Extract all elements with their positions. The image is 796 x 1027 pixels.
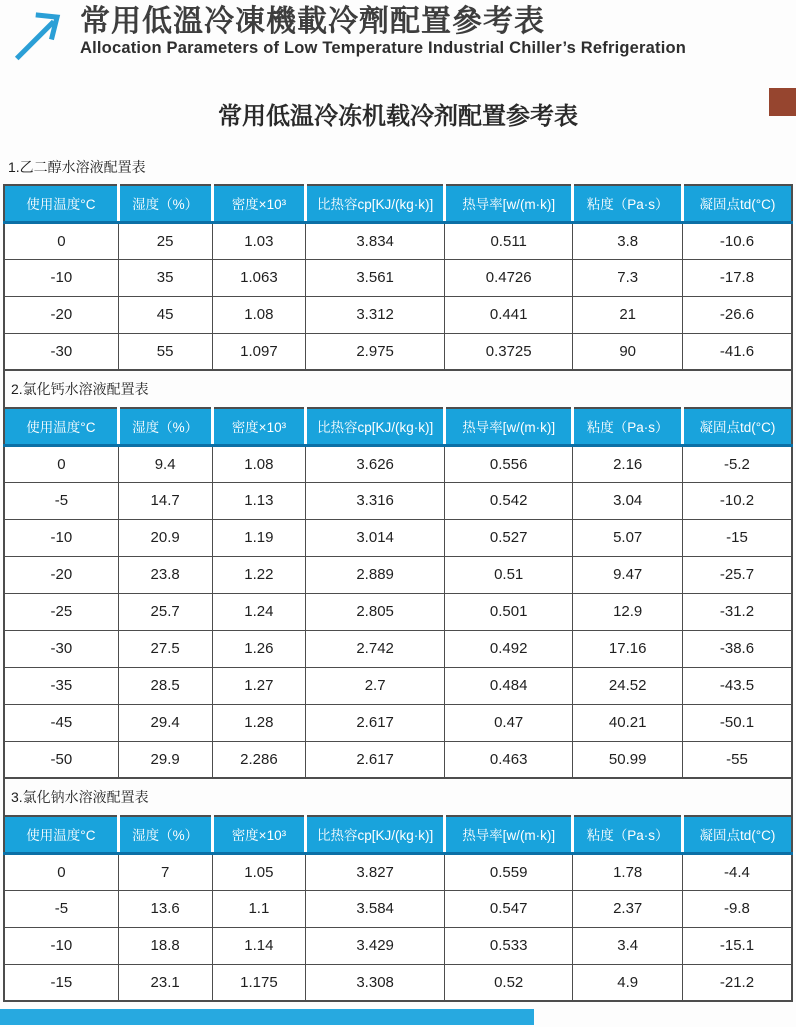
table-row: [4, 741, 792, 778]
table-cell: -15: [4, 964, 118, 1001]
table-cell: 1.08: [212, 445, 306, 482]
table-cell: 2.617: [306, 704, 445, 741]
table-cell: -38.6: [682, 630, 792, 667]
table-cell: 25: [118, 222, 212, 259]
table-cell: 0.547: [444, 890, 572, 927]
table-cell: 28.5: [118, 667, 212, 704]
table-cell: 0: [4, 853, 118, 890]
column-header: 凝固点td(°C): [682, 408, 792, 445]
table-cell: -30: [4, 630, 118, 667]
column-header: 使用温度°C: [4, 185, 118, 222]
table-row: [4, 593, 792, 630]
table-cell: -5.2: [682, 445, 792, 482]
table-cell: 1.063: [212, 259, 306, 296]
table-cell: -43.5: [682, 667, 792, 704]
table-cell: 0: [4, 222, 118, 259]
column-header: 密度×10³: [212, 185, 306, 222]
table-cell: 3.04: [573, 482, 683, 519]
table-header-row: [4, 816, 792, 853]
table-cell: 0.556: [444, 445, 572, 482]
table-row: [4, 630, 792, 667]
table-cell: 13.6: [118, 890, 212, 927]
red-corner-mark: [769, 88, 796, 116]
table-cell: -30: [4, 333, 118, 370]
table-cell: -31.2: [682, 593, 792, 630]
company-banner: [0, 0, 796, 66]
column-header: 使用温度°C: [4, 816, 118, 853]
table-cell: 2.37: [573, 890, 683, 927]
table-cell: -10.6: [682, 222, 792, 259]
banner-subtitle: Allocation Parameters of Low Temperature Industrial Chiller’s Refrigeration: [80, 39, 687, 57]
table-row: [4, 259, 792, 296]
table-cell: 0.484: [444, 667, 572, 704]
table-cell: 3.308: [306, 964, 445, 1001]
page-title: 常用低温冷冻机载冷剂配置参考表: [218, 103, 578, 130]
table-cell: 40.21: [573, 704, 683, 741]
table-cell: -50.1: [682, 704, 792, 741]
table-cell: -45: [4, 704, 118, 741]
table-row: [4, 556, 792, 593]
table-cell: 0.51: [444, 556, 572, 593]
table-cell: 35: [118, 259, 212, 296]
table-cell: 0.501: [444, 593, 572, 630]
table-cell: 1.08: [212, 296, 306, 333]
table-cell: -50: [4, 741, 118, 778]
table-row: [4, 704, 792, 741]
table-cell: 3.834: [306, 222, 445, 259]
table-cell: -5: [4, 890, 118, 927]
table-cell: 0.4726: [444, 259, 572, 296]
column-header: 湿度（%）: [118, 816, 212, 853]
table-row: [4, 445, 792, 482]
table-cell: -55: [682, 741, 792, 778]
table-cell: 12.9: [573, 593, 683, 630]
table-cell: 17.16: [573, 630, 683, 667]
table-cell: 3.8: [573, 222, 683, 259]
column-header: 使用温度°C: [4, 408, 118, 445]
table-cell: 1.1: [212, 890, 306, 927]
table-cell: 0.542: [444, 482, 572, 519]
table-header-row: [4, 185, 792, 222]
table-cell: 1.28: [212, 704, 306, 741]
table-cell: 2.7: [306, 667, 445, 704]
table-cell: -41.6: [682, 333, 792, 370]
table-cell: 1.26: [212, 630, 306, 667]
table-cell: 1.22: [212, 556, 306, 593]
banner-text: [80, 5, 686, 58]
table-cell: 0.3725: [444, 333, 572, 370]
table-cell: 1.24: [212, 593, 306, 630]
table-cell: 2.617: [306, 741, 445, 778]
table-cell: 0.441: [444, 296, 572, 333]
table-cell: -21.2: [682, 964, 792, 1001]
table-cell: -5: [4, 482, 118, 519]
table-cell: 29.9: [118, 741, 212, 778]
table-cell: 29.4: [118, 704, 212, 741]
table-row: [4, 222, 792, 259]
table-cell: 2.805: [306, 593, 445, 630]
table-row: [4, 890, 792, 927]
table-cell: 1.13: [212, 482, 306, 519]
table-cell: 25.7: [118, 593, 212, 630]
table-cell: 3.316: [306, 482, 445, 519]
table-cell: -10: [4, 259, 118, 296]
table-cell: 2.16: [573, 445, 683, 482]
table-cell: 2.742: [306, 630, 445, 667]
table-cell: 2.286: [212, 741, 306, 778]
section-label-glycol: 1.乙二醇水溶液配置表: [8, 159, 146, 175]
table-cell: 21: [573, 296, 683, 333]
table-cell: 4.9: [573, 964, 683, 1001]
column-header: 比热容cp[KJ/(kg·k)]: [306, 816, 445, 853]
column-header: 粘度（Pa·s）: [573, 816, 683, 853]
table-cell: -10.2: [682, 482, 792, 519]
table-row: [4, 964, 792, 1001]
table-cell: 24.52: [573, 667, 683, 704]
bottom-blue-bar: [0, 1009, 534, 1025]
table-cell: 2.975: [306, 333, 445, 370]
column-header: 热导率[w/(m·k)]: [444, 816, 572, 853]
table-cell: 3.312: [306, 296, 445, 333]
column-header: 粘度（Pa·s）: [573, 185, 683, 222]
table-cell: 14.7: [118, 482, 212, 519]
table-cell: -15.1: [682, 927, 792, 964]
table-row: [4, 927, 792, 964]
table-row: [4, 296, 792, 333]
arrow-up-right-icon: [10, 7, 66, 63]
table-cell: 23.8: [118, 556, 212, 593]
table-row: [4, 333, 792, 370]
table-cell: 0.533: [444, 927, 572, 964]
table-cell: 7.3: [573, 259, 683, 296]
column-header: 热导率[w/(m·k)]: [444, 185, 572, 222]
glycol-solution-table: [3, 184, 793, 371]
table-cell: 3.626: [306, 445, 445, 482]
table-cell: 0.492: [444, 630, 572, 667]
section-label-calcium-chloride: 2.氯化钙水溶液配置表: [3, 371, 793, 407]
table-cell: 0.511: [444, 222, 572, 259]
banner-title: 常用低溫冷凍機載冷劑配置參考表: [80, 5, 545, 38]
table-cell: 0.52: [444, 964, 572, 1001]
table-cell: 1.19: [212, 519, 306, 556]
table-row: [4, 667, 792, 704]
table-cell: 3.4: [573, 927, 683, 964]
column-header: 粘度（Pa·s）: [573, 408, 683, 445]
table-cell: 3.584: [306, 890, 445, 927]
column-header: 湿度（%）: [118, 408, 212, 445]
table-cell: -17.8: [682, 259, 792, 296]
table-cell: -25: [4, 593, 118, 630]
table-cell: 3.561: [306, 259, 445, 296]
table-row: [4, 853, 792, 890]
table-cell: 1.14: [212, 927, 306, 964]
table-cell: 2.889: [306, 556, 445, 593]
table-cell: -9.8: [682, 890, 792, 927]
column-header: 比热容cp[KJ/(kg·k)]: [306, 408, 445, 445]
table-cell: 9.47: [573, 556, 683, 593]
table-cell: 7: [118, 853, 212, 890]
table-cell: 23.1: [118, 964, 212, 1001]
table-cell: 1.097: [212, 333, 306, 370]
column-header: 密度×10³: [212, 408, 306, 445]
table-cell: 3.014: [306, 519, 445, 556]
table-cell: 9.4: [118, 445, 212, 482]
table-cell: 0.47: [444, 704, 572, 741]
table-cell: -20: [4, 296, 118, 333]
table-cell: 3.429: [306, 927, 445, 964]
table-cell: -4.4: [682, 853, 792, 890]
table-cell: -26.6: [682, 296, 792, 333]
table-cell: 0.527: [444, 519, 572, 556]
table-cell: 20.9: [118, 519, 212, 556]
table-cell: 18.8: [118, 927, 212, 964]
column-header: 湿度（%）: [118, 185, 212, 222]
table-cell: 45: [118, 296, 212, 333]
table-row: [4, 519, 792, 556]
table-cell: -15: [682, 519, 792, 556]
table-cell: -10: [4, 519, 118, 556]
table-cell: -10: [4, 927, 118, 964]
table-cell: 3.827: [306, 853, 445, 890]
table-header-row: [4, 408, 792, 445]
table-cell: 0.463: [444, 741, 572, 778]
sodium-chloride-solution-table: [3, 815, 793, 1002]
table-cell: -20: [4, 556, 118, 593]
table-cell: 27.5: [118, 630, 212, 667]
table-cell: 90: [573, 333, 683, 370]
table-cell: 55: [118, 333, 212, 370]
section-label-sodium-chloride: 3.氯化钠水溶液配置表: [3, 779, 793, 815]
table-cell: 0.559: [444, 853, 572, 890]
table-cell: 5.07: [573, 519, 683, 556]
table-cell: 1.27: [212, 667, 306, 704]
table-cell: 0: [4, 445, 118, 482]
table-cell: -35: [4, 667, 118, 704]
column-header: 比热容cp[KJ/(kg·k)]: [306, 185, 445, 222]
table-cell: 1.05: [212, 853, 306, 890]
column-header: 热导率[w/(m·k)]: [444, 408, 572, 445]
column-header: 凝固点td(°C): [682, 816, 792, 853]
calcium-chloride-solution-table: [3, 407, 793, 779]
table-cell: 1.03: [212, 222, 306, 259]
table-cell: -25.7: [682, 556, 792, 593]
table-cell: 1.175: [212, 964, 306, 1001]
table-cell: 1.78: [573, 853, 683, 890]
column-header: 密度×10³: [212, 816, 306, 853]
table-cell: 50.99: [573, 741, 683, 778]
column-header: 凝固点td(°C): [682, 185, 792, 222]
table-row: [4, 482, 792, 519]
